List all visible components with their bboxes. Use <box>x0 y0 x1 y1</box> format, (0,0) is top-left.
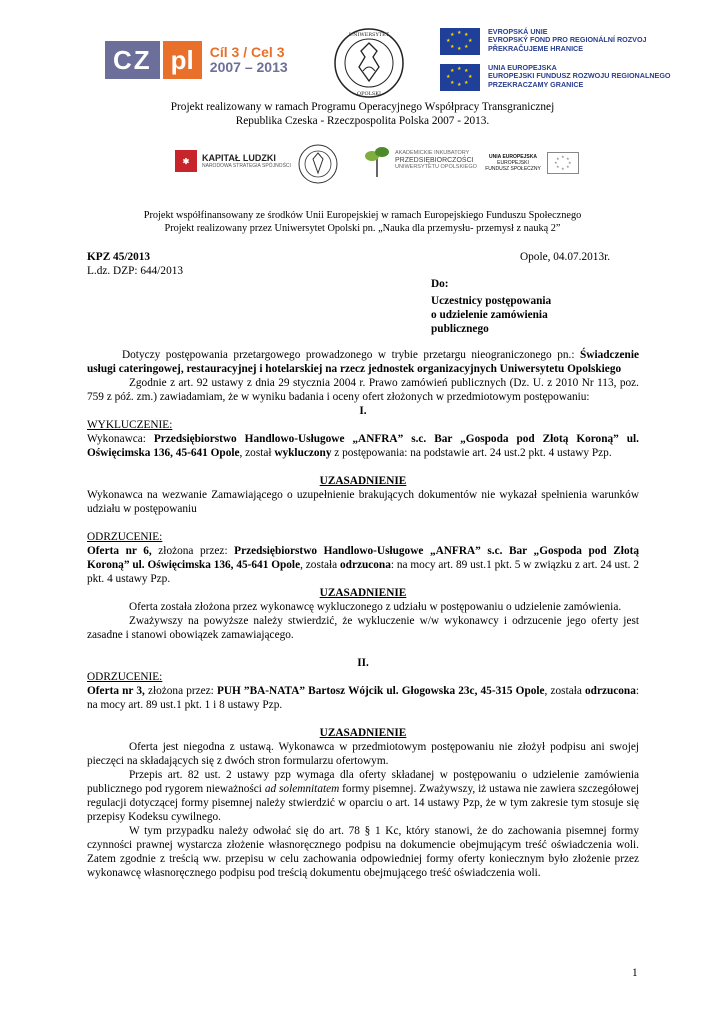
contractor-name: Przedsiębiorstwo Handlowo-Usługowe „ANFRA” s.c. Bar „Gospoda pod Złotą Koroną” ul. Oświęcimska 136, 45-641 Opole <box>87 433 639 459</box>
addressee-line: publicznego <box>431 323 489 335</box>
kapital-ludzki-logo <box>175 150 291 172</box>
contractor-name: PUH ”BA-NATA” Bartosz Wójcik ul. Głogowska 23c, 45-315 Opole <box>216 685 545 697</box>
svg-text:OPOLSKI: OPOLSKI <box>356 91 382 97</box>
justification-heading: UZASADNIENIE <box>319 587 407 599</box>
eu-cz-line: EVROPSKÁ UNIE <box>488 27 548 36</box>
svg-text:★: ★ <box>556 156 560 161</box>
intro-text: Dotyczy postępowania przetargowego prowadzonego w trybie przetargu nieograniczonego pn.: <box>122 349 580 361</box>
program-line1: Projekt realizowany w ramach Programu Operacyjnego Współpracy Transgranicznej <box>170 101 555 113</box>
ue-small-line: FUNDUSZ SPOŁECZNY <box>485 166 541 172</box>
eu-pl-line: PRZEKRACZAMY GRANICE <box>488 79 584 89</box>
rejection-heading: ODRZUCENIE: <box>87 671 163 683</box>
legal-text: formy pisemnej. Zważywszy, iż ustawa nie zawiera szczegółowej regulacji dotyczącej formy pisemnej należy stwierdzić w oparciu o art. 14 ustawy Pzp, że w tym zakresie tym stosuje się przepisy Kodeksu cywilnego. <box>87 783 639 823</box>
partner-logos <box>175 140 575 190</box>
rejection-paragraph <box>87 684 639 712</box>
aip-plant-icon <box>363 143 391 177</box>
exclusion-status: wykluczony <box>274 447 332 459</box>
justification-text: Oferta została złożona przez wykonawcę wykluczonego z udziału w postępowaniu o udzielenie zamówienia. <box>129 601 622 613</box>
ue-small-line: EUROPEJSKI <box>497 160 529 166</box>
kapital-ludzki-name: KAPITAŁ LUDZKI <box>202 153 276 163</box>
aip-line: AKADEMICKIE INKUBATORY <box>395 149 470 156</box>
czpl-cil-line1: Cíl 3 / Cel 3 <box>209 44 285 60</box>
offer-number: Oferta nr 6, <box>87 545 152 557</box>
legal-term: ad solemnitatem <box>264 783 340 795</box>
addressee-line: Uczestnicy postępowania <box>431 295 552 307</box>
czpl-logo <box>105 40 288 80</box>
aip-line: UNIWERSYTETU OPOLSKIEGO <box>395 163 477 170</box>
svg-text:★: ★ <box>566 164 570 169</box>
justification-paragraph: W tym przypadku należy odwołać się do art. 78 § 1 Kc, który stanowi, że do zachowania pisemnej formy czynności prawnej wystarcza złożenie własnoręcznego podpisu na dokumencie obejmującym treść oświadczenia woli. Zatem zgodnie z treścią ww. przepisu w celu zachowania odpowiedniej formy oferty koniecznym było złożenie przez wykonawcę własnoręcznego podpisu pod treścią dokumentu obejmującego treść oświadczenia woli. <box>87 825 639 879</box>
czpl-logo-cil <box>210 45 288 75</box>
justification-paragraph <box>87 768 639 824</box>
offer-number: Oferta nr 3, <box>87 685 145 697</box>
aip-line: PRZEDSIĘBIORCZOŚCI <box>395 156 474 164</box>
conclusion-text: Zważywszy na powyższe należy stwierdzić, że wykluczenie w/w wykonawcy i odrzucenie jego oferty jest zasadne i stanowi obowiązek zamawiającego. <box>87 615 639 641</box>
rejection-paragraph <box>87 544 639 586</box>
registry-number: L.dz. DZP: 644/2013 <box>87 265 184 277</box>
justification-text: Wykonawca na wezwanie Zamawiającego o uzupełnienie brakujących dokumentów nie wykazał spełnienia warunków udziału w postępowaniu <box>87 489 639 515</box>
svg-text:★: ★ <box>566 156 570 161</box>
justification-paragraph: Oferta jest niegodna z ustawą. Wykonawca w przedmiotowym postępowaniu nie złożył podpisu ani swojej pieczęci na składających się z dwóch stron formularzu ofertowym. <box>87 741 639 767</box>
intro-paragraph <box>87 348 639 376</box>
addressee-line: o udzielenie zamówienia <box>431 309 548 321</box>
czpl-logo-cz: CZ <box>105 41 160 79</box>
legal-text: Przepis art. 82 ust. 2 ustawy pzp wymaga dla oferty składanej w postępowaniu o udzielenie zamówienia publicznego pod rygorem nieważności <box>87 769 639 795</box>
section-numeral: I. <box>359 405 367 417</box>
svg-text:UNIWERSYTET: UNIWERSYTET <box>348 32 390 38</box>
ue-small-line: UNIA EUROPEJSKA <box>489 154 537 160</box>
rejection-text: , została <box>544 685 586 697</box>
legal-basis-paragraph: Zgodnie z art. 92 ustawy z dnia 29 stycznia 2004 r. Prawo zamówień publicznych (Dz. U. z 2010 Nr 113, poz. 759 z póź. zm.) zawiadamiam, że w wyniku badania i oceny ofert złożonych w przedmiotowym postępowaniu: <box>87 377 639 403</box>
exclusion-heading: WYKLUCZENIE: <box>87 419 173 431</box>
czpl-cil-line2: 2007 – 2013 <box>209 59 288 75</box>
reference-number: KPZ 45/2013 <box>87 251 151 263</box>
eu-flag-outline-icon <box>547 152 579 174</box>
eu-logo-pl <box>440 64 671 91</box>
rejection-status: odrzucona <box>340 559 391 571</box>
svg-text:★: ★ <box>561 166 565 171</box>
eu-text-cz <box>488 28 647 53</box>
exclusion-basis: z postępowania: na podstawie art. 24 ust.2 pkt. 4 ustawy Pzp. <box>331 447 612 459</box>
addressee <box>431 277 551 336</box>
program-note <box>0 100 725 128</box>
svg-text:★: ★ <box>568 160 572 165</box>
justification-heading: UZASADNIENIE <box>319 727 407 739</box>
rejection-text: , została <box>300 559 341 571</box>
kapital-ludzki-sub: NARODOWA STRATEGIA SPÓJNOŚCI <box>202 163 291 169</box>
eu-text-pl <box>488 64 671 89</box>
ue-efs-logo <box>483 152 579 174</box>
svg-text:★: ★ <box>554 160 558 165</box>
university-seal-small-icon <box>297 143 339 185</box>
rejection-lead: złożona przez: <box>151 545 235 557</box>
eu-cz-line: EVROPSKÝ FOND PRO REGIONÁLNÍ ROZVOJ <box>488 35 647 45</box>
eu-pl-line: EUROPEJSKI FUNDUSZ ROZWOJU REGIONALNEGO <box>488 71 671 81</box>
rejection-status: odrzucona <box>585 685 636 697</box>
cofin-line1: Projekt współfinansowany ze środków Unii Europejskiej w ramach Europejskiego Funduszu Społecznego <box>143 210 582 221</box>
aip-logo <box>363 143 477 177</box>
svg-text:★: ★ <box>561 154 565 159</box>
addressee-to: Do: <box>431 278 449 290</box>
place-date: Opole, 04.07.2013r. <box>520 251 611 263</box>
eu-pl-line: UNIA EUROPEJSKA <box>488 63 557 72</box>
eu-flag-icon: ★ ★ ★ ★ ★ ★ ★ ★ <box>440 28 480 55</box>
document-body <box>87 348 639 880</box>
exclusion-paragraph <box>87 432 639 460</box>
eu-flag-icon: ★ ★ ★ ★ ★ ★ ★ ★ <box>440 64 480 91</box>
tender-title: Świadczenie usługi cateringowej, restauracyjnej i hotelarskiej na rzecz jednostek organizacyjnych Uniwersytetu Opolskiego <box>87 349 639 375</box>
eu-cz-line: PŘEKRAČUJEME HRANICE <box>488 43 584 53</box>
cofinancing-note <box>0 209 725 235</box>
rejection-basis: : na mocy art. 89 ust.1 pkt. 5 w związku z art. 24 ust. 2 pkt. 4 ustawy Pzp. <box>87 559 639 585</box>
rejection-lead: złożona przez: <box>144 685 217 697</box>
svg-text:★: ★ <box>556 164 560 169</box>
czpl-logo-pl: pl <box>163 41 202 79</box>
program-line2: Republika Czeska - Rzeczpospolita Polska 2007 - 2013. <box>235 115 490 127</box>
kapital-ludzki-icon: ✱ <box>175 150 197 172</box>
rejection-basis: : na mocy art. 89 ust.1 pkt. 1 i 8 ustawy Pzp. <box>87 685 639 711</box>
university-seal-icon <box>333 27 405 99</box>
exclusion-lead: Wykonawca: <box>87 433 154 445</box>
eu-logo-cz <box>440 28 647 55</box>
contractor-name: Przedsiębiorstwo Handlowo-Usługowe „ANFRA” s.c. Bar „Gospoda pod Złotą Koroną” ul. Oświęcimska 136, 45-641 Opole <box>87 545 639 571</box>
exclusion-text: , został <box>239 447 275 459</box>
section-numeral: II. <box>357 657 369 669</box>
rejection-heading: ODRZUCENIE: <box>87 531 163 543</box>
justification-heading: UZASADNIENIE <box>319 475 407 487</box>
cofin-line2: Projekt realizowany przez Uniwersytet Opolski pn. „Nauka dla przemysłu- przemysł z nauką 2” <box>164 223 561 234</box>
page-number: 1 <box>632 967 638 979</box>
